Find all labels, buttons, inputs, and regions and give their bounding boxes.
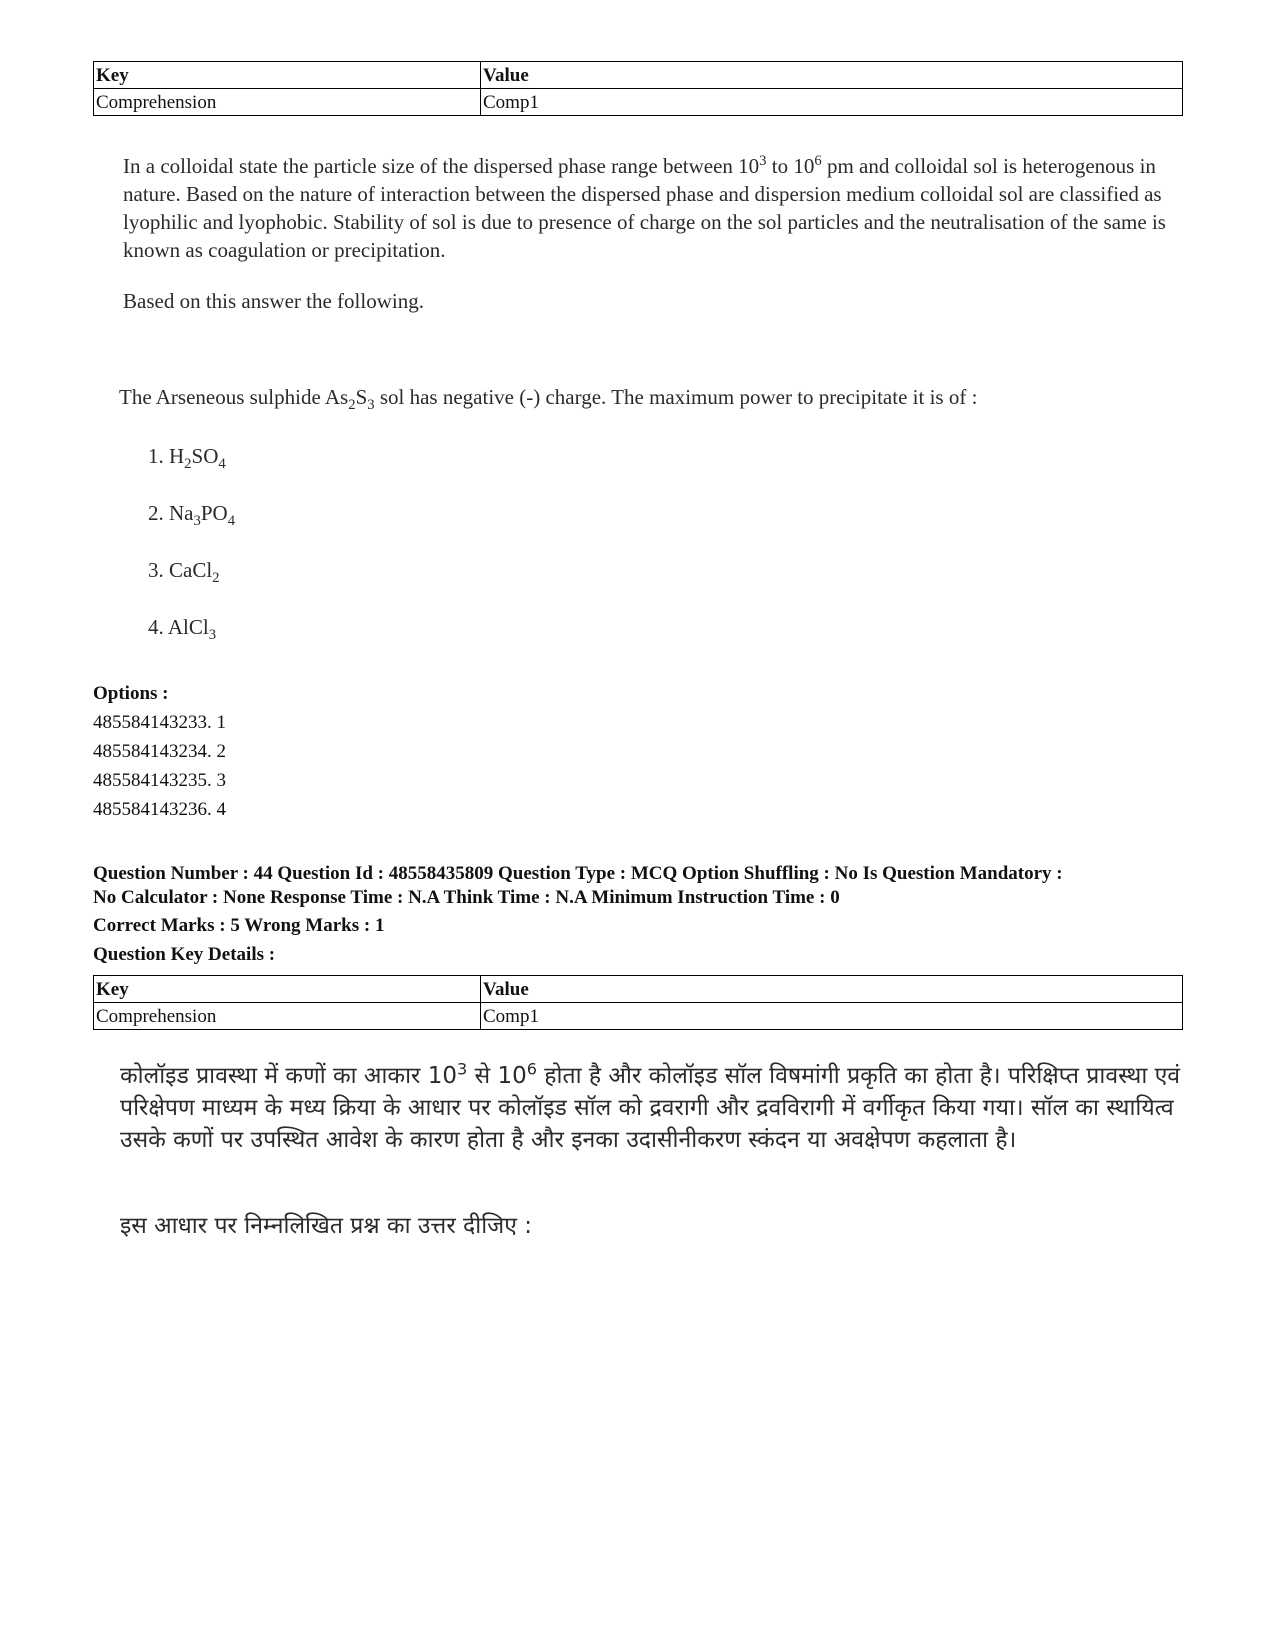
choice-1: 1. $H_2SO_4$ bbox=[148, 444, 226, 473]
row-key: Comprehension bbox=[94, 89, 481, 116]
row-value: Comp1 bbox=[481, 1003, 1183, 1030]
choice-2: 2. $Na_3PO_4$ bbox=[148, 501, 236, 530]
row-value: Comp1 bbox=[481, 89, 1183, 116]
header-value: Value bbox=[481, 976, 1183, 1003]
option-item: 485584143234. 2 bbox=[93, 741, 226, 762]
choice-4: 4. AlCl$_3$ bbox=[148, 615, 217, 644]
choice-3: 3. CaCl$_2$ bbox=[148, 558, 220, 587]
header-key: Key bbox=[94, 62, 481, 89]
header-value: Value bbox=[481, 62, 1183, 89]
passage-hindi-instruction: इस आधार पर निम्नलिखित प्रश्न का उत्तर दीजिए : bbox=[120, 1213, 533, 1239]
question-meta bbox=[93, 862, 1193, 910]
question-text: The Arseneous sulphide $As_2S_3$ sol has negative (-) charge. The maximum power to precipitate it is of : bbox=[119, 385, 978, 414]
passage-instruction: Based on this answer the following. bbox=[123, 289, 424, 313]
question-key-table bbox=[93, 61, 1183, 116]
passage-hindi: कोलॉइड प्रावस्था में कणों का आकार $10^3$ से $10^6$ होता है और कोलॉइड सॉल विषमांगी प्रकृति का होता है। परिक्षिप्त प्रावस्था एवं परिक्षेपण माध्यम के मध्य क्रिया के आधार पर कोलॉइड सॉल को द्रवरागी और द्रवविरागी में वर्गीकृत किया गया। सॉल का स्थायित्व उसके कणों पर उपस्थित आवेश के कारण होता है और इनका उदासीनीकरण स्कंदन या अवक्षेपण कहलाता है। bbox=[120, 1059, 1181, 1153]
row-key: Comprehension bbox=[94, 1003, 481, 1030]
header-key: Key bbox=[94, 976, 481, 1003]
passage-english: In a colloidal state the particle size of the dispersed phase range between $10^3$ to $10^6$ pm and colloidal sol is heterogenous in nature. Based on the nature of interaction between the dispersed phase and dispersion medium colloidal sol are classified as lyophilic and lyophobic. Stability of sol is due to presence of charge on the sol particles and the neutralisation of the same is known as coagulation or precipitation. bbox=[123, 153, 1166, 262]
table-row bbox=[94, 89, 1183, 116]
question-key-table-2 bbox=[93, 975, 1183, 1030]
meta-line-1: Question Number : 44 Question Id : 48558435809 Question Type : MCQ Option Shuffling : No Is Question Mandatory : bbox=[93, 863, 1063, 884]
option-item: 485584143233. 1 bbox=[93, 712, 226, 733]
table-header-row bbox=[94, 976, 1183, 1003]
options-title: Options : bbox=[93, 683, 169, 704]
table-row bbox=[94, 1003, 1183, 1030]
meta-line-2: No Calculator : None Response Time : N.A Think Time : N.A Minimum Instruction Time : 0 bbox=[93, 887, 840, 908]
key-details-title: Question Key Details : bbox=[93, 944, 276, 965]
option-item: 485584143235. 3 bbox=[93, 770, 226, 791]
marks-line: Correct Marks : 5 Wrong Marks : 1 bbox=[93, 915, 385, 936]
option-item: 485584143236. 4 bbox=[93, 799, 226, 820]
table-header-row bbox=[94, 62, 1183, 89]
